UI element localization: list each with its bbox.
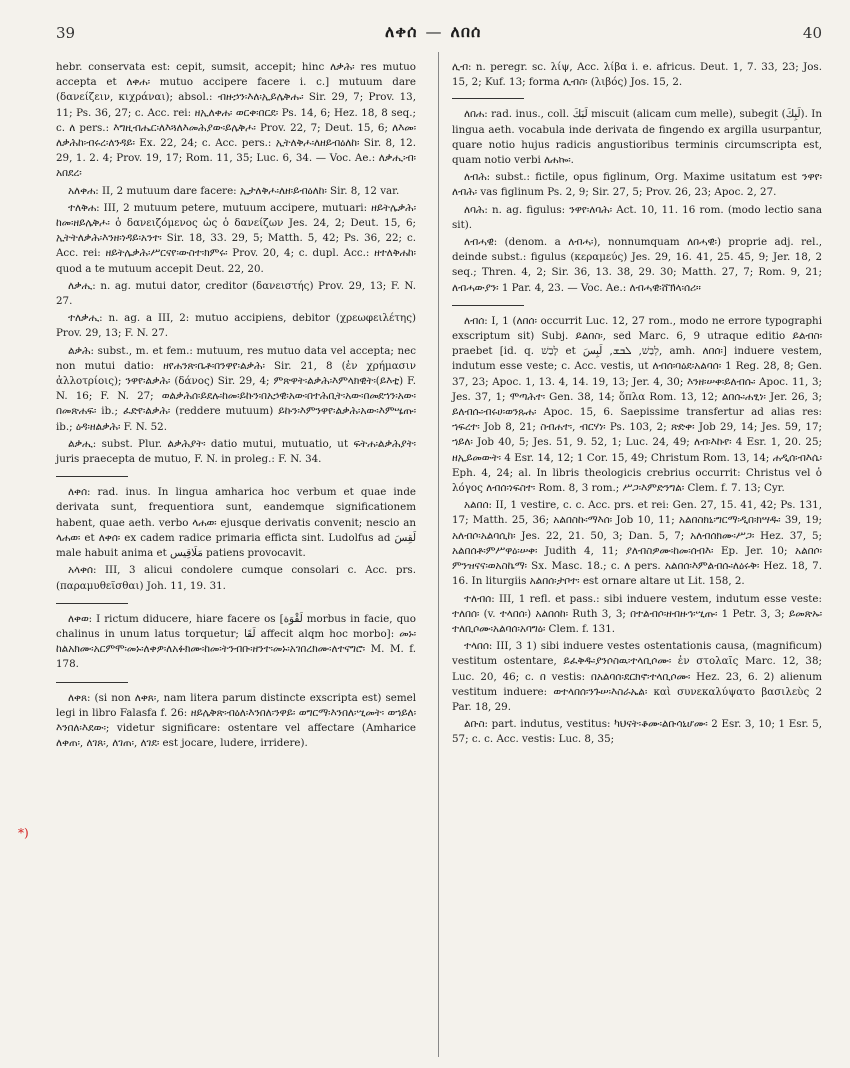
dictionary-entry: ለቀወ: I rictum diducere, hiare facere os [لَقْوَة morbus in facie, quo chalinus in unum latus torquetur; لَقَا affecit alqm hoc morbo]: መኑ፡ከልአክሙ፡አርምሞ፡መኑ፡ለቀዎ፡ለአፉክሙ፡ከመ፡ትንብቡ፡ዘንተ፡መኑ፡አገበረክሙ፡ለተናግሮ፡ M. M. f. 178. xyxy=(56,612,416,671)
dictionary-entry: ልቃሕ: subst., m. et fem.: mutuum, res mutuo data vel accepta; nec non mutui datio: ዘየሐንጽ፡ቤቶ፡በንዋየ፡ልቃሕ፡ Sir. 21, 8 (ἐν χρήμασιν ἀλλοτρίοις); ንዋየ፡ልቃሕ፡ (δάνος) Sir. 29, 4; ምጽዋት፡ልቃሕ፡እምላክዊት፡(ይእቲ) F. N. 16; F. N. 27; ወልቃሕሰ፡ይደሉ፡ከመ፡ይኩን፡በአኃዊ፡አው፡በተሕቢት፡አው፡በመደኀን፡አው፡በመጽሐፍ፡ ib.; ፈድየ፡ልቃሕ፡ (reddere mutuum) ይኩን፡እምንዋየ፡ልቃሕ፡አው፡እምሤጡ፡ ib.; ዕዳ፡ዘልቃሕ፡ F. N. 52. xyxy=(56,344,416,433)
dictionary-entry: ተለቃሒ: n. ag. a III, 2: mutuo accipiens, debitor (χρεωφειλέτης) Prov. 29, 13; F. N. 27. xyxy=(56,312,416,340)
section-rule xyxy=(56,603,128,604)
dictionary-entry: ተለቅሐ: III, 2 mutuum petere, mutuum accipere, mutuari: ዘይትሌቃሕ፡ከመ፡ዘይሌቅሖ፡ ὁ δανειζόμενος ὡς ὁ δανείζων Jes. 24, 2; Deut. 15, 6; ኢትትለቃሕ፡እንዘ፡ነዳይ፡አንተ፡ Sir. 18, 33. 29, 5; Matth. 5, 42; Ps. 36, 22; c. Acc. rei: ዘይትሌቃሕ፡ሥርናየ፡ውስተ፡ክምሩ፡ Prov. 20, 4; c. dupl. Acc.: ዘተለቅሐከ፡ quod a te mutuum accepit Deut. 22, 20. xyxy=(56,201,416,275)
dictionary-entry: hebr. conservata est: cepit, sumsit, accepit; hinc ለቃሕ፡ res mutuo accepta et ለቀሐ፡ mutuo accipere facere i. c.] mutuum dare (δανείζειν, κιχράναι); absol.: ብዙኃን፡እለ፡ኢይሌቅሑ፡ Sir. 29, 7; Prov. 13, 11; Ps. 36, 27; c. Acc. rei: ዘኢለቀሐ፡ ወርቀ፡በርደ፡ Ps. 14, 6; Hez. 18, 8 seq.; c. ለ pers.: እግዚብሔር፡ለእጓለእመሕያው፡ይሌቅሖ፡ Prov. 22, 7; Deut. 15, 6; ለእመ፡ለቃሕከ፡ብሩረ፡ለንዳይ፡ Ex. 22, 24; c. Acc. pers.: ኢትለቅሖ፡ለዘይብዕለከ፡ Sir. 8, 12. 29, 1. 2. 4; Prov. 19, 17; Rom. 11, 35; Luc. 6, 34. — Voc. Ae.: ለቃሒ፡ብ፡አበደረ፡ xyxy=(56,61,416,180)
section-rule xyxy=(56,476,128,477)
section-rule xyxy=(56,682,128,683)
running-head-separator: — xyxy=(425,22,443,41)
section-rule xyxy=(452,98,524,99)
running-head xyxy=(385,22,481,42)
right-column xyxy=(452,60,822,750)
dictionary-entry: ለቀጸ: (si non ለቀጸ፡, nam litera parum distincte exscripta est) semel legi in libro Falasfa f. 26: ዘይሌቅጽ፡ብዕለ፡እንበለ፡ንዋይ፡ ወግርማ፡እንበለ፡ሢመት፡ ወኀይለ፡እንበለ፡እደው፡; videtur significare: ostentare vel affectare (Amharice ለቀጠ፡, ለገጸ፡, ለገጠ፡, ለገደ፡ est jocare, ludere, irridere). xyxy=(56,691,416,750)
section-rule xyxy=(452,305,524,306)
running-head-word-left: ለቀሰ xyxy=(385,22,418,41)
dictionary-entry: ሊብ: n. peregr. sc. λίψ, Acc. λίβα i. e. africus. Deut. 1, 7. 33, 23; Jos. 15, 2; Kuf. 13; forma ሊብስ፡ (λιβός) Jos. 15, 2. xyxy=(452,61,822,89)
dictionary-entry: ተላበሰ: III, 3 1) sibi induere vestes ostentationis causa, (magnificum) vestitum ostentare, ይፈቅዱ፡ያንሶስዉ፡ተላቢሶሙ፡ ἐν στολαῖς Marc. 12, 38; Luc. 20, 46; c. በ vestis: በአልባሰ፡ደርክኖ፡ተላቢሶሙ፡ Hez. 23, 6. 2) alienum vestitum induere: ወተላበሰ፡ንጉሠ፡እስራኤል፡ καὶ συνεκαλύψατο βασιλεὺς 2 Par. 18, 29. xyxy=(452,640,822,713)
page-number-left: 39 xyxy=(56,24,76,42)
dictionary-entry: አላቀሰ: III, 3 alicui condolere cumque consolari c. Acc. prs. (παραμυθεῖσθαι) Joh. 11, 19. 31. xyxy=(56,564,416,592)
dictionary-entry: ልቃሒ: subst. Plur. ልቃሕያት፡ datio mutui, mutuatio, ut ፍትሐ፡ልቃሕያት፡ juris praecepta de mutuo, F. N. in proleg.: F. N. 34. xyxy=(56,437,416,466)
dictionary-entry: ተለብሰ: III, 1 refl. et pass.: sibi induere vestem, indutum esse veste: ተለበሰ፡ (v. ተላበሰ፡) አልበሰከ፡ Ruth 3, 3; በተልብሶ፡ዘብዙኅ፡ሢጡ፡ 1 Petr. 3, 3; ይመጽኡ፡ተለቢሶሙ፡አልባሰ፡አባግዕ፡ Clem. f. 131. xyxy=(452,592,822,635)
page-number-right: 40 xyxy=(802,24,822,42)
running-head-word-right: ለበሰ xyxy=(450,22,482,41)
dictionary-entry: ልቡስ: part. indutus, vestitus: ካህናት፡ቆሙ፡ልቡሳኒሆሙ፡ 2 Esr. 3, 10; 1 Esr. 5, 57; c. c. Acc. vestis: Luc. 8, 35; xyxy=(452,718,822,746)
dictionary-entry: አልበሰ: II, 1 vestire, c. c. Acc. prs. et rei: Gen. 27, 15. 41, 42; Ps. 131, 17; Matth. 25, 36; አልበስኩ፡ማእሰ፡ Job 10, 11; አልበስክኒ፡ግርማ፡ዲበ፡ክሣዱ፡ 39, 19; አለብሶ፡አልባሲከ፡ Jes. 22, 21. 50, 3; Dan. 5, 7; አለብሰክሙ፡ሥጋ፡ Hez. 37, 5; አልበሰቶ፡ምሥዋዕ፡ሠቀ፡ Judith 4, 11; ያለብስዎሙ፡ከመ፡ሰብእ፡ Ep. Jer. 10; አልበሶ፡ምንዝናና፡ወአስኬማ፡ Sx. Masc. 18.; c. ለ pers. አልበሰ፡እምልብሱ፡ለዕሩቅ፡ Hez. 18, 7. 16. In liturgiis አልበሰ፡ታቦተ፡ est ornare altare ut Lit. 158, 2. xyxy=(452,499,822,588)
dictionary-entry: ለብሓዊ: (denom. a ለብሓ፡), nonnumquam ለበሓዊ፡) proprie adj. rel., deinde subst.: figulus (κεραμεύς) Jes. 29, 16. 41, 25. 45, 9; Jer. 18, 2 seq.; Thren. 4, 2; Sir. 36, 13. 38, 29. 30; Matth. 27, 7; Rom. 9, 21; ለብሓውያን፡ 1 Par. 4, 23. — Voc. Ae.: ለብሓዊ፡ሸኽላ፡ሰሪ። xyxy=(452,236,822,294)
dictionary-entry: ለባሕ: n. ag. figulus: ንዋየ፡ለባሕ፡ Act. 10, 11. 16 rom. (modo lectio sana sit). xyxy=(452,203,822,231)
dictionary-entry: ለበሐ: rad. inus., coll. لَبَكَ miscuit (alicam cum melle), subegit (لَبِكَ). In lingua aeth. vocabula inde derivata de fingendo ex argilla usurpantur, quare notio hujus radicis angustioribus terminis circumscripta est, quam notio verbi ለሐኰ፡. xyxy=(452,108,822,167)
dictionary-entry: ለቃሒ: n. ag. mutui dator, creditor (δανειστής) Prov. 29, 13; F. N. 27. xyxy=(56,279,416,308)
dictionary-entry: አለቀሐ: II, 2 mutuum dare facere: ኢታለቅሖ፡ለዘ፡ይብዕለከ፡ Sir. 8, 12 var. xyxy=(68,184,400,197)
left-column xyxy=(56,60,416,753)
dictionary-entry: ለብሕ: subst.: fictile, opus figlinum, Org. Maxime usitatum est ንዋየ፡ለብሕ፡ vas figlinum Ps. 2, 9; Sir. 27, 5; Prov. 26, 23; Apoc. 2, 27. xyxy=(452,171,822,199)
dictionary-entry: ለቀሰ: rad. inus. In lingua amharica hoc verbum et quae inde derivata sunt, frequentiora sunt, eandemque significationem habent, quae aeth. verbo ላሐወ፡ ejusque derivatis convenit; nescio an ላሐወ፡ et ለቀሰ፡ ex cadem radice primaria efficta sint. Ludolfus ad لَقِسَ male habuit anima et مَلَاقِيس patiens provocavit. xyxy=(56,486,416,560)
dictionary-entry: ለብሰ: I, 1 (ለበሰ፡ occurrit Luc. 12, 27 rom., modo ne errore typographi exscriptum sit) Subj. ይልበስ፡, sed Marc. 6, 9 utraque editio ይልብስ፡ praebet [id. q. לָבַשׁ et לְבַשׁ, ܠܒܫ, لَبِسَ, amh. ለበሰ፡] induere vestem, indutum esse veste; c. Acc. vestis, ut ለብሰ፡ባዕደ፡አልባሰ፡ 1 Reg. 28, 8; Gen. 37, 23; Apoc. 1, 13. 4, 14. 19, 13; Jer. 4, 30; እንዘ፡ሠቀ፡ይለብሱ፡ Apoc. 11, 3; Jes. 37, 1; ሞጣሕተ፡ Gen. 38, 14; ὅπλα Rom. 13, 12; ልበሱ፡ሐፂነ፡ Jer. 26, 3; ይለብሱ፡ብሩሀ፡ወንጹሐ፡ Apoc. 15, 6. Saepissime transfertur ad alias res: ኀፍረተ፡ Job 8, 21; ስብሐተ፡, ብርሃነ፡ Ps. 103, 2; ጽድቀ፡ Job 29, 14; Jes. 59, 17; ኀይለ፡ Job 40, 5; Jes. 51, 9. 52, 1; Luc. 24, 49; ለብ፡እኩየ፡ 4 Esr. 1, 20. 25; ዘኢይመውት፡ 4 Esr. 14, 12; 1 Cor. 15, 49; Christum Rom. 13, 14; ሐዲሰ፡ብእሴ፡ Eph. 4, 24; al. In libris theologicis crebrius occurrit: Christus vel ὁ λόγος ለብሰ፡ነፍስተ፡ Rom. 8, 3 rom.; ሥጋ፡እምድንግል፡ Clem. f. 7. 13; Cyr. xyxy=(452,314,822,495)
margin-asterisk-note: *) xyxy=(18,826,29,840)
page-header xyxy=(0,20,850,50)
